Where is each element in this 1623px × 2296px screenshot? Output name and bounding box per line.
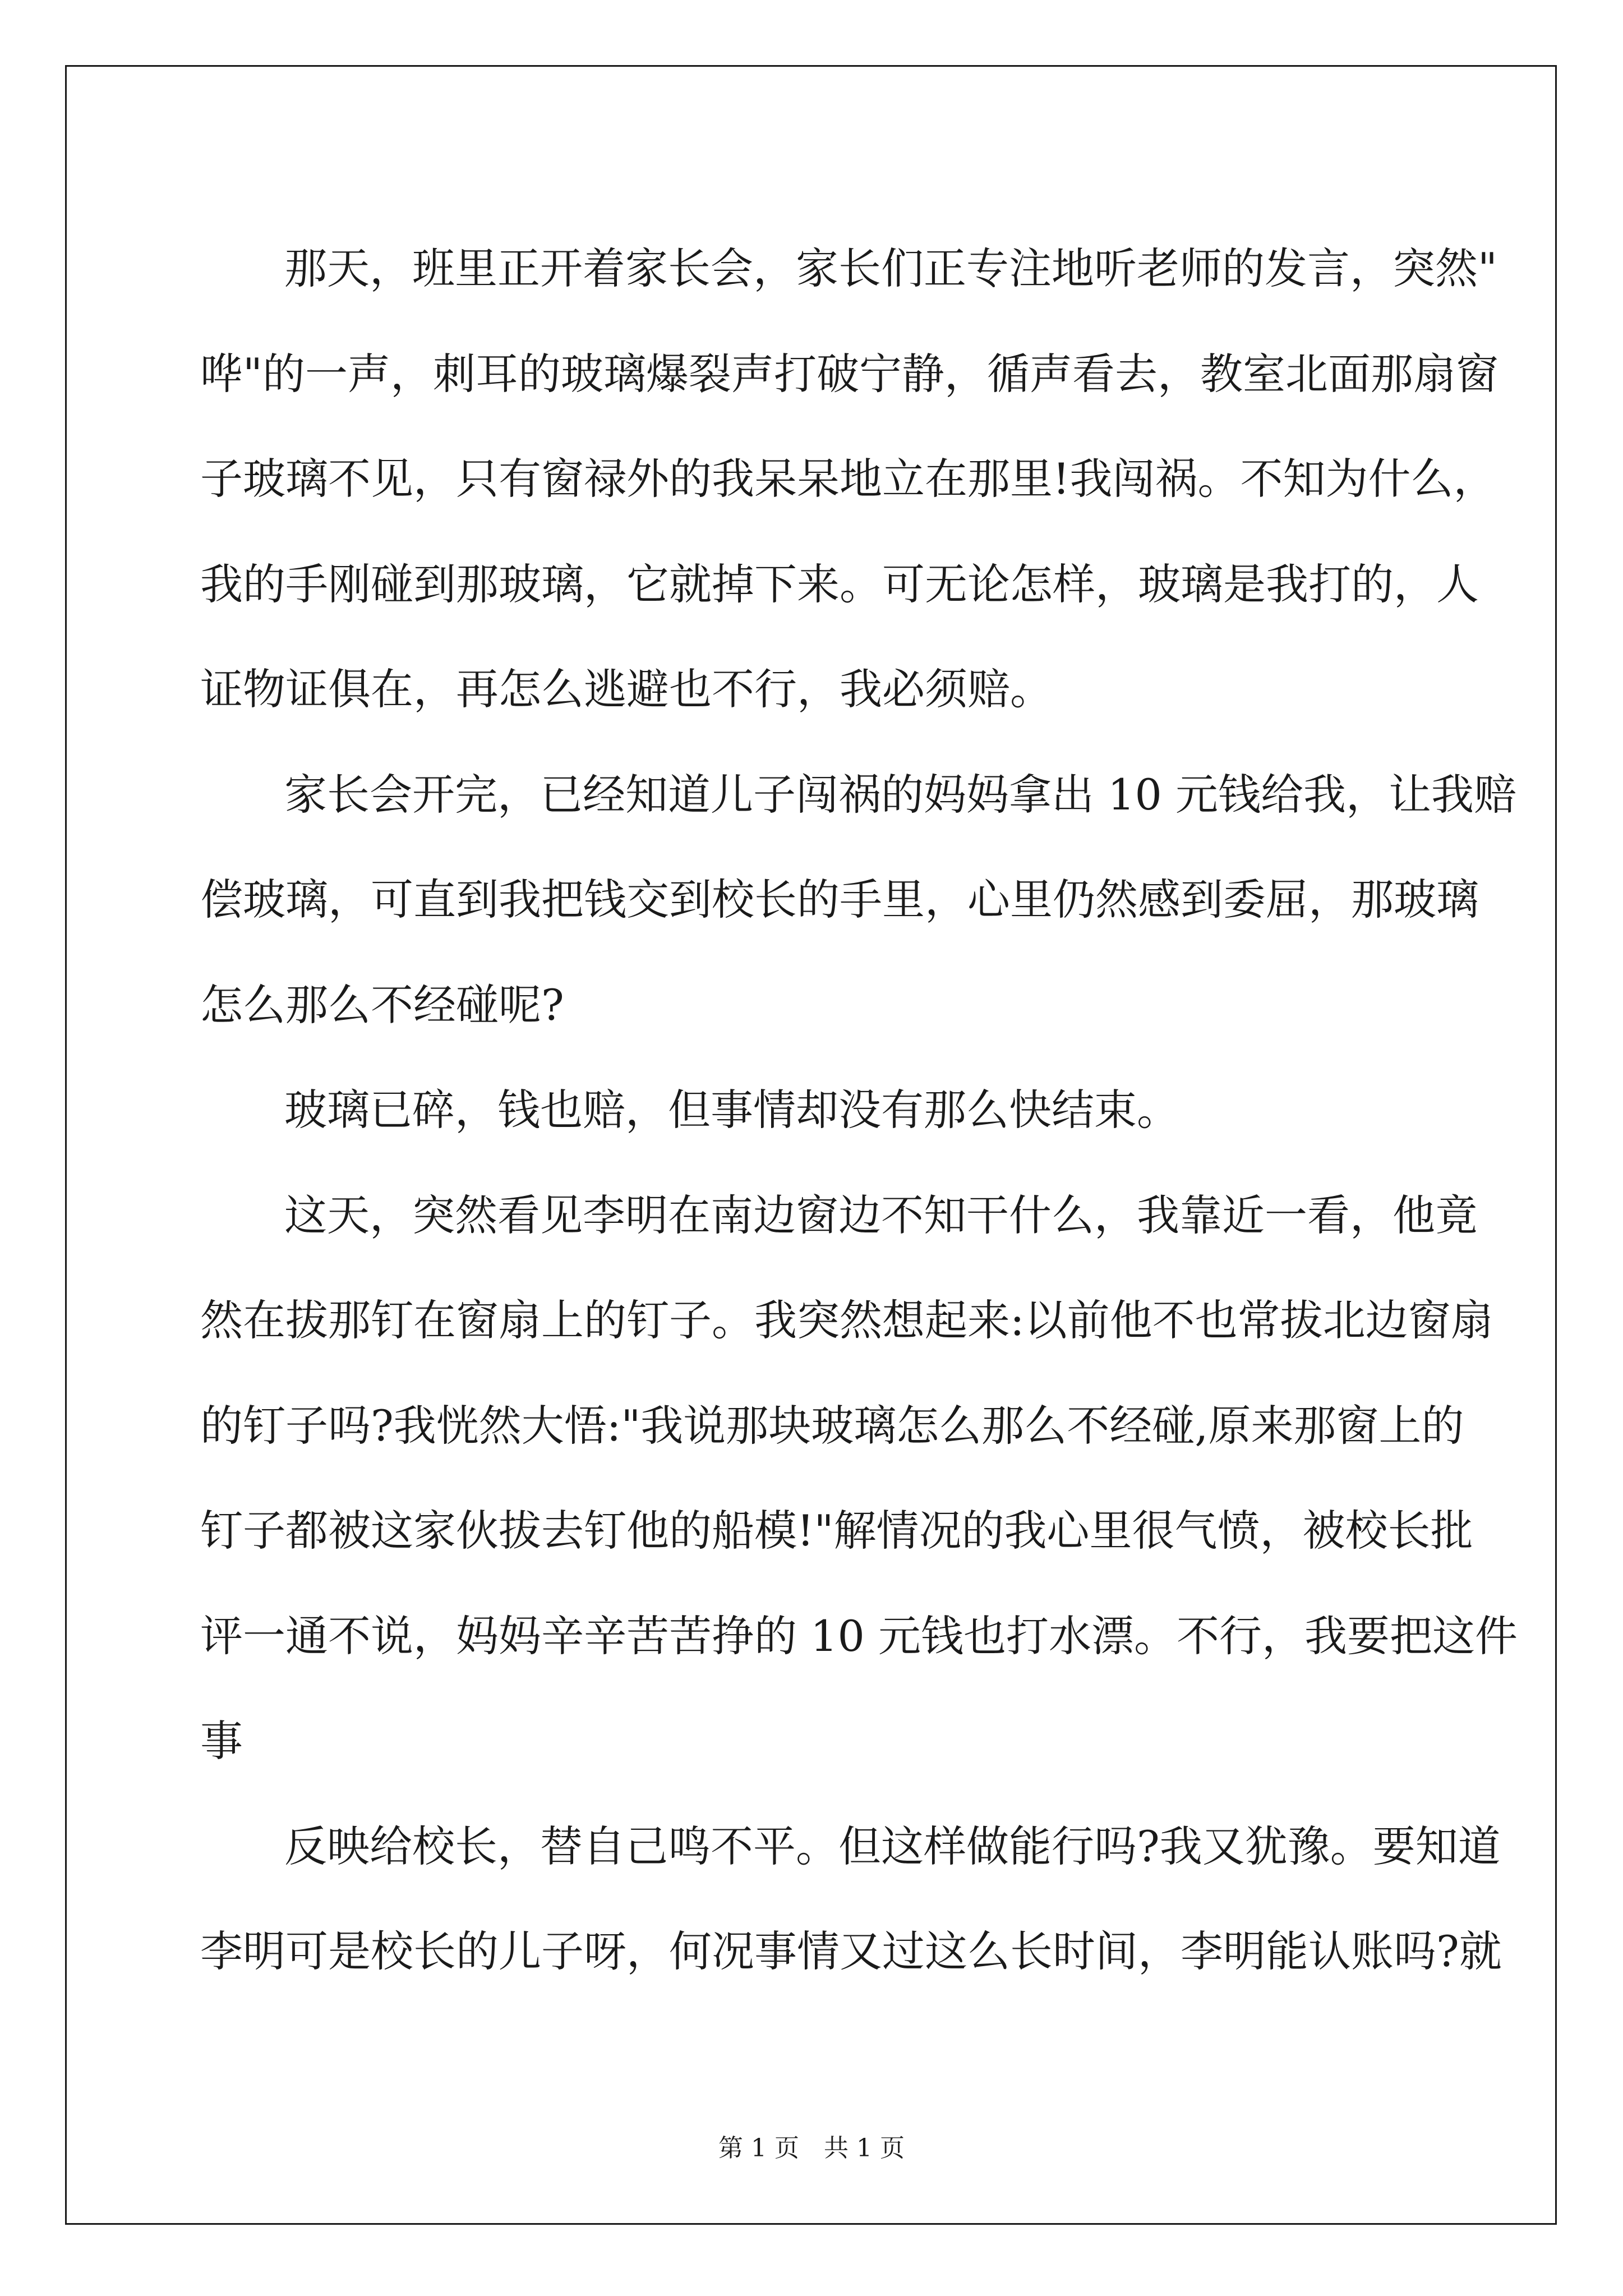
- text-line: 那天，班里正开着家长会，家长们正专注地听老师的发言，突然": [284, 243, 1497, 293]
- text-line: 的钉子吗?我恍然大悟:"我说那块玻璃怎么那么不经碰,原来那窗上的: [200, 1400, 1464, 1451]
- page-number-footer: 第 1 页 共 1 页: [718, 2134, 905, 2162]
- text-line: 钉子都被这家伙拔去钉他的船模!"解情况的我心里很气愤，被校长批: [200, 1506, 1473, 1556]
- paragraph-3: [200, 1057, 1440, 1163]
- paragraph-4: [200, 1163, 1518, 1794]
- text-line: 事: [200, 1716, 243, 1766]
- text-line: 玻璃已碎，钱也赔，但事情却没有那么快结束。: [284, 1085, 1179, 1135]
- text-line: 哗"的一声，刺耳的玻璃爆裂声打破宁静，循声看去，教室北面那扇窗: [200, 348, 1498, 399]
- document-body: [200, 216, 1518, 2004]
- text-line: 子玻璃不见，只有窗禄外的我呆呆地立在那里!我闯祸。不知为什么，: [200, 454, 1496, 504]
- text-line: 证物证俱在，再怎么逃避也不行，我必须赔。: [200, 664, 1053, 714]
- paragraph-5: [200, 1794, 1502, 2004]
- text-line: 我的手刚碰到那玻璃，它就掉下来。可无论怎样，玻璃是我打的，人: [200, 559, 1479, 609]
- text-line: 然在拔那钉在窗扇上的钉子。我突然想起来:以前他不也常拔北边窗扇: [200, 1295, 1493, 1345]
- text-line: 反映给校长，替自己鸣不平。但这样做能行吗?我又犹豫。要知道: [284, 1821, 1501, 1871]
- text-line: 评一通不说，妈妈辛辛苦苦挣的 10 元钱也打水漂。不行，我要把这件: [200, 1611, 1518, 1661]
- text-line: 家长会开完，已经知道儿子闯祸的妈妈拿出 10 元钱给我，让我赔: [284, 769, 1517, 820]
- text-line: 偿玻璃，可直到我把钱交到校长的手里，心里仍然感到委屈，那玻璃: [200, 875, 1479, 924]
- text-line: 怎么那么不经碰呢?: [200, 979, 564, 1030]
- text-line: 李明可是校长的儿子呀，何况事情又过这么长时间，李明能认账吗?就: [200, 1926, 1502, 1976]
- paragraph-2: [200, 742, 1517, 1058]
- text-line: 这天，突然看见李明在南边窗边不知干什么，我靠近一看，他竟: [284, 1190, 1478, 1240]
- paragraph-1: [200, 216, 1498, 742]
